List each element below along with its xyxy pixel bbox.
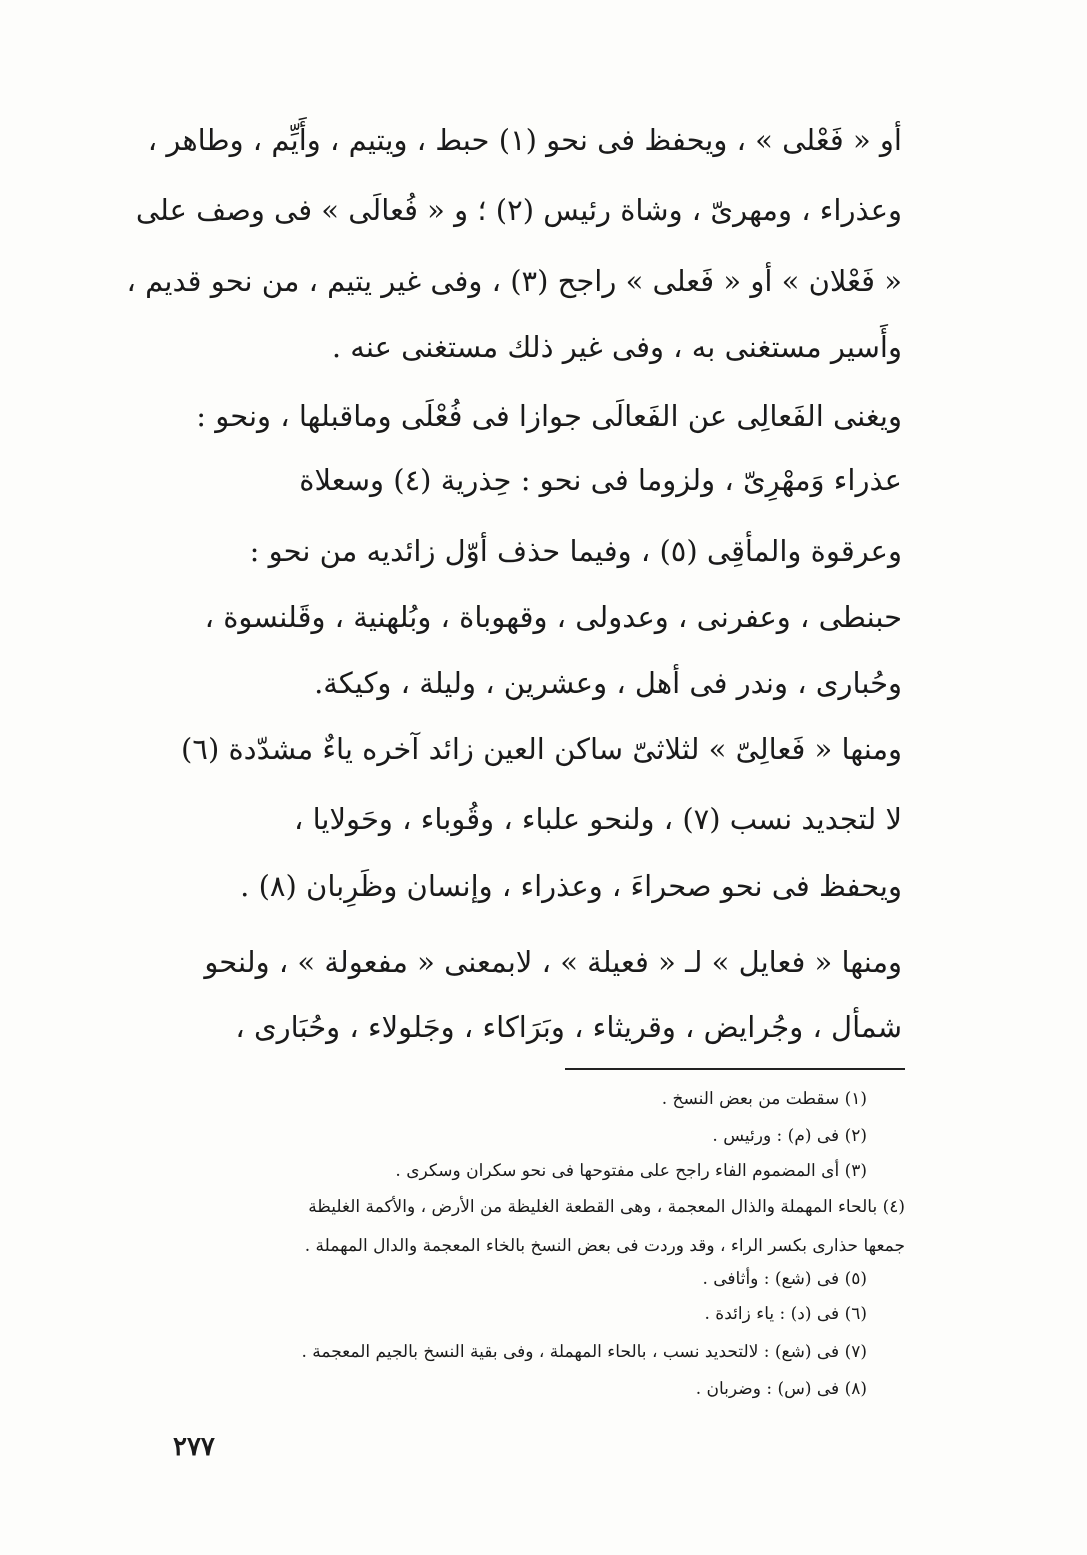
text-line: ومنها « فَعالِىّ » لثلاثىّ ساكن العين زائد آخره ياءٌ مشدّدة (٦) — [181, 732, 902, 766]
footnote-continuation: جمعها حذارى بكسر الراء ، وقد وردت فى بعض النسخ بالخاء المعجمة والدال المهملة . — [304, 1236, 905, 1256]
text-line: عذراء وَمهْرِىّ ، ولزوما فى نحو : حِذرية (٤) وسعلاة — [299, 463, 902, 497]
text-line: وعرقوة والمأقِى (٥) ، وفيما حذف أوّل زائديه من نحو : — [249, 534, 902, 568]
text-line: لا لتجديد نسب (٧) ، ولنحو علباء ، وقُوباء ، وحَولايا ، — [294, 802, 902, 836]
text-line: وحُبارى ، وندر فى أهل ، وعشرين ، وليلة ، وكيكة. — [314, 666, 902, 700]
text-line: ويغنى الفَعالِى عن الفَعالَى جوازا فى فُعْلَى وماقبلها ، ونحو : — [196, 399, 902, 433]
footnote: (٧) فى (شع) : لالتحديد نسب ، بالحاء المهملة ، وفى بقية النسخ بالجيم المعجمة . — [301, 1342, 867, 1362]
text-line: « فَعْلان » أو « فَعلى » راجح (٣) ، وفى غير يتيم ، من نحو قديم ، — [126, 264, 902, 298]
page-number: ٢٧٧ — [173, 1432, 215, 1462]
footnote: (٥) فى (شع) : وأثافى . — [702, 1269, 867, 1289]
text-line: أو « فَعْلى » ، ويحفظ فى نحو (١) حبط ، ويتيم ، وأَيِّم ، وطاهر ، — [147, 123, 902, 157]
footnote: (٤) بالحاء المهملة والذال المعجمة ، وهى القطعة الغليظة من الأرض ، والأكمة الغليظة — [308, 1197, 905, 1217]
footnote: (٦) فى (د) : ياء زائدة . — [704, 1304, 867, 1324]
footnote: (٢) فى (م) : ورئيس . — [712, 1126, 867, 1146]
text-line: حبنطى ، وعفرنى ، وعدولى ، وقهوباة ، وبُلهنية ، وقَلنسوة ، — [204, 600, 902, 634]
footnote: (٣) أى المضموم الفاء راجح على مفتوحها فى نحو سكران وسكرى . — [395, 1161, 867, 1181]
text-line: وعذراء ، ومهرىّ ، وشاة رئيس (٢) ؛ و « فُعالَى » فى وصف على — [135, 193, 902, 227]
footnote: (٨) فى (س) : وضربان . — [695, 1379, 867, 1399]
text-line: ويحفظ فى نحو صحراءَ ، وعذراء ، وإنسان وظَرِبان (٨) . — [240, 869, 902, 903]
text-line: ومنها « فعايل » لـ « فعيلة » ، لابمعنى « مفعولة » ، ولنحو — [204, 945, 902, 979]
text-line: وأَسير مستغنى به ، وفى غير ذلك مستغنى عنه . — [331, 330, 902, 364]
footnotes — [167, 0, 905, 1420]
text-line: شمأل ، وجُرايض ، وقريثاء ، وبَرَاكاء ، وجَلولاء ، وحُبَارى ، — [235, 1010, 902, 1044]
footnote: (١) سقطت من بعض النسخ . — [661, 1089, 867, 1109]
